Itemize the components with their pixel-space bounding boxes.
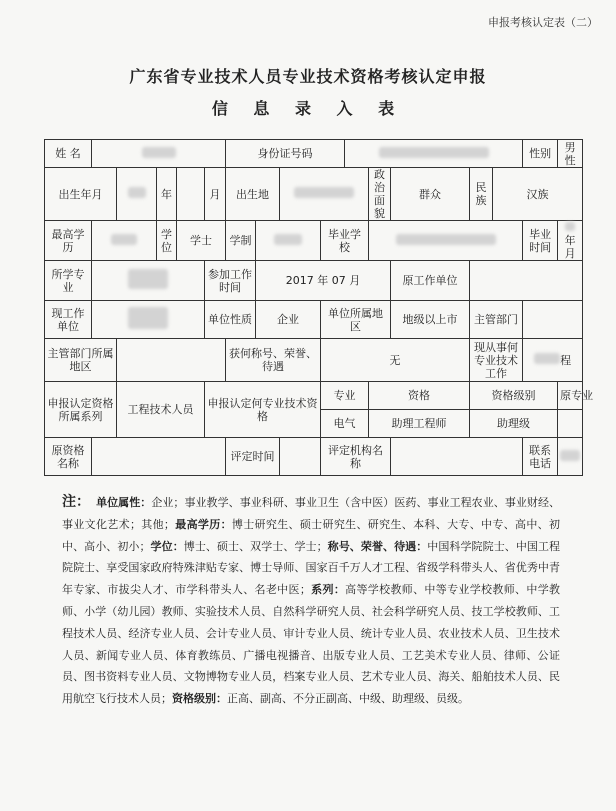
supervising-dept-value[interactable] [523,301,583,339]
apply-level-value[interactable]: 助理级 [470,410,558,438]
info-entry-table [44,139,594,476]
page-title: 广东省专业技术人员专业技术资格考核认定申报 [129,67,487,86]
year-label: 年 [157,168,177,221]
original-major-value[interactable] [558,410,583,438]
series-note-text: 高等学校教师、中等专业学校教师、中学教师、小学（幼儿园）教师、实验技术人员、自然科学研究人员、社会科学研究人员、技工学校教师、工程技术人员、经济专业人员、会计专业人员、审计专业人员、统计专业人员、农业技术人员、卫生技术人员、新闻专业人员、体育教练员、广播电视播音、出版专业人员、工艺美术专业人员、律师、公证员、图书资料专业人员、文物博物专业人员，档案专业人员、艺术专业人员、海关、船舶技术人员、民用航空飞行技术人员； [62,583,561,706]
major-studied-label: 所学专业 [45,261,92,301]
birth-year-value[interactable] [117,168,157,221]
current-unit-label: 现工作单位 [45,301,92,339]
col-qualification-header: 资格 [369,382,470,410]
birth-date-label: 出生年月 [45,168,117,221]
month-label: 月 [205,168,226,221]
birthplace-value[interactable] [280,168,369,221]
current-unit-value[interactable] [92,301,205,339]
unit-region-label: 单位所属地区 [321,301,391,339]
dept-region-value[interactable] [117,339,226,382]
birth-month-value[interactable] [177,168,205,221]
series-label: 申报认定资格所属系列 [45,382,117,438]
original-qualification-label: 原资格名称 [45,438,92,476]
degree-label: 学位 [157,221,177,261]
major-studied-value[interactable] [92,261,205,301]
assessment-org-value[interactable] [391,438,523,476]
original-unit-value[interactable] [470,261,583,301]
id-number-value[interactable] [345,140,523,168]
name-value[interactable] [92,140,226,168]
graduation-time-label: 毕业时间 [523,221,558,261]
graduation-time-value[interactable] [558,221,583,261]
unit-nature-note-title: 单位属性： [96,496,152,509]
col-major-header: 专业 [321,382,369,410]
original-unit-label: 原工作单位 [391,261,470,301]
prefecture-city-label: 地级以上市 [391,301,470,339]
unit-nature-value[interactable]: 企业 [256,301,321,339]
notes-heading: 注： [62,494,91,510]
political-status-value[interactable]: 群众 [391,168,470,221]
work-start-label: 参加工作时间 [205,261,256,301]
series-value[interactable]: 工程技术人员 [117,382,205,438]
gender-label: 性别 [523,140,558,168]
unit-nature-label: 单位性质 [205,301,256,339]
assessment-time-value[interactable] [280,438,321,476]
id-number-label: 身份证号码 [226,140,345,168]
graduation-school-label: 毕业学校 [321,221,369,261]
dept-region-label: 主管部门所属地区 [45,339,117,382]
supervising-dept-label: 主管部门 [470,301,523,339]
honor-label: 获何称号、荣誉、待遇 [226,339,321,382]
current-major-label: 现从事何专业技术工作 [470,339,523,382]
highest-education-value[interactable] [92,221,157,261]
honor-note-title: 称号、荣誉、待遇： [327,539,428,553]
apply-qualification-label: 申报认定何专业技术资格 [205,382,321,438]
level-note-title: 资格级别： [172,692,227,706]
current-major-suffix: 程 [560,354,572,367]
current-major-value[interactable] [523,339,583,382]
honor-value[interactable]: 无 [321,339,470,382]
education-note-title: 最高学历： [174,517,232,531]
apply-qualification-value[interactable]: 助理工程师 [369,410,470,438]
name-label: 姓 名 [45,140,92,168]
gender-value[interactable]: 男性 [558,140,583,168]
notes-section [62,492,560,710]
col-level-header: 资格级别 [470,382,558,410]
degree-value[interactable]: 学士 [177,221,226,261]
assessment-org-label: 评定机构名称 [321,438,391,476]
assessment-time-label: 评定时间 [226,438,280,476]
unit-nature-note-text: 企业；事业教学、事业科研、事业卫生（含中医）医药、事业工程农业、事业财经、事业文化艺术；其他； [62,496,560,531]
honor-note-text: 中国科学院院士、中国工程院院士、享受国家政府特殊津贴专家、博士导师、国家百千万人才工程、省级学科带头人、省优秀中青年专家、市拔尖人才、市学科带头人、名老中医； [62,539,561,597]
graduation-month-suffix: 月 [564,247,576,260]
original-qualification-value[interactable] [92,438,226,476]
birthplace-label: 出生地 [226,168,280,221]
graduation-year-suffix: 年 [564,234,576,247]
series-note-title: 系列： [310,583,346,597]
education-note-text: 博士研究生、硕士研究生、研究生、本科、大专、中专、高中、初中、高小、初小； [62,517,561,553]
ethnicity-value[interactable]: 汉族 [493,168,583,221]
contact-phone-value[interactable] [558,438,583,476]
apply-major-value[interactable]: 电气 [321,410,369,438]
ethnicity-label: 民族 [470,168,493,221]
graduation-school-value[interactable] [369,221,523,261]
col-original-major-header: 原专业 [558,382,583,410]
level-note-text: 正高、副高、不分正副高、中级、助理级、员级。 [227,692,469,706]
work-start-value[interactable]: 2017 年 07 月 [256,261,391,301]
political-status-label: 政治面貌 [369,168,391,221]
study-system-label: 学制 [226,221,256,261]
degree-note-title: 学位： [150,539,184,553]
degree-note-text: 博士、硕士、双学士、学士； [183,539,328,553]
contact-phone-label: 联系电话 [523,438,558,476]
study-system-value[interactable] [256,221,321,261]
form-code-label: 申报考核认定表（二） [488,16,598,29]
page-subtitle: 信 息 录 入 表 [211,99,405,118]
highest-education-label: 最高学历 [45,221,92,261]
